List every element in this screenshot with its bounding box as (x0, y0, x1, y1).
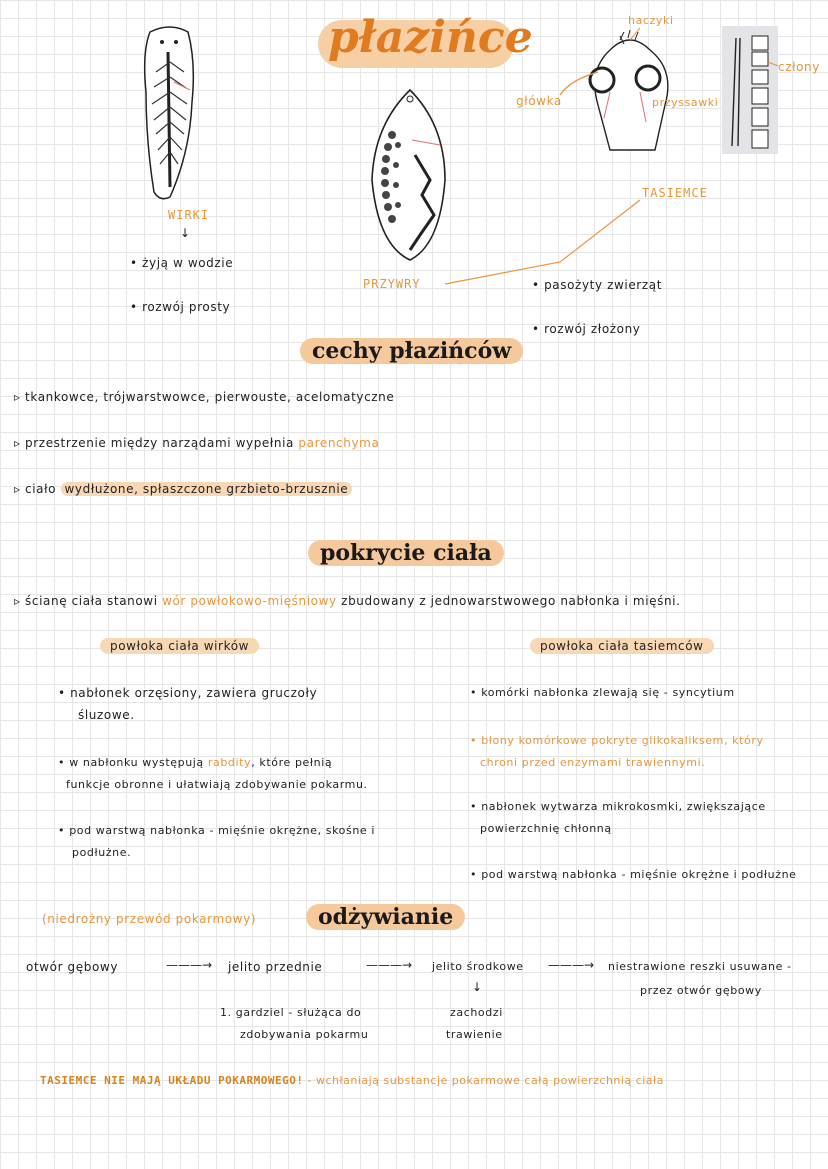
wirki-fact: • żyją w wodzie (130, 256, 234, 270)
right-item: • pod warstwą nabłonka - mięśnie okrężne i podłużne (470, 868, 797, 881)
flow-step-mouth: otwór gębowy (26, 960, 119, 974)
wirki-fact: • rozwój prosty (130, 300, 231, 314)
flow-arrow: ———→ (366, 958, 413, 972)
flow-step-waste: niestrawione reszki usuwane - (608, 960, 792, 973)
connector-lines (0, 0, 828, 320)
wirki-label: WIRKI (168, 208, 210, 222)
odzywianie-note: (niedrożny przewód pokarmowy) (42, 912, 257, 926)
left-item-cont: funkcje obronne i ułatwiają zdobywanie pokarmu. (66, 778, 368, 791)
pokrycie-intro: ▹ ścianę ciała stanowi wór powłokowo-mięśniowy zbudowany z jednowarstwowego nabłonka i mięśni. (14, 594, 681, 608)
flow-step-midgut: jelito środkowe (432, 960, 524, 973)
left-item: • pod warstwą nabłonka - mięśnie okrężne, skośne i (58, 824, 376, 837)
tasiemce-label: TASIEMCE (642, 186, 708, 200)
left-item-cont: podłużne. (72, 846, 132, 859)
haczyki-label: haczyki (628, 14, 674, 27)
tasiemce-fact: • rozwój złożony (532, 322, 641, 336)
midgut-arrow: ↓ (472, 980, 483, 994)
left-subheading: powłoka ciała wirków (100, 638, 259, 654)
flow-arrow: ———→ (166, 958, 213, 972)
section-heading-odzywianie: odżywianie (306, 904, 465, 930)
foregut-note-cont: zdobywania pokarmu (240, 1028, 369, 1041)
left-item-cont: śluzowe. (78, 708, 135, 722)
foregut-note: 1. gardziel - służąca do (220, 1006, 362, 1019)
right-item: • komórki nabłonka zlewają się - syncytium (470, 686, 735, 699)
cechy-item: ▹ ciało wydłużone, spłaszczone grzbieto-brzusznie (14, 482, 352, 496)
right-item-cont: chroni przed enzymami trawiennymi. (480, 756, 706, 769)
czlony-label: człony (778, 60, 820, 74)
midgut-note-cont: trawienie (446, 1028, 503, 1041)
flow-step-foregut: jelito przednie (228, 960, 323, 974)
left-item: • nabłonek orzęsiony, zawiera gruczoły (58, 686, 318, 700)
przywry-label: PRZYWRY (363, 277, 421, 291)
section-heading-pokrycie: pokrycie ciała (308, 540, 504, 566)
przyssawki-label: przyssawki (652, 96, 719, 109)
cechy-item: ▹ przestrzenie między narządami wypełnia parenchyma (14, 436, 380, 450)
cechy-item: ▹ tkankowce, trójwarstwowce, pierwouste, acelomatyczne (14, 390, 395, 404)
midgut-note: zachodzi (450, 1006, 503, 1019)
glowka-label: główka (516, 94, 562, 108)
right-item: • błony komórkowe pokryte glikokaliksem, który (470, 734, 764, 747)
left-item: • w nabłonku występują rabdity, które pełnią (58, 756, 333, 769)
wirki-arrow: ↓ (180, 226, 191, 240)
page-title: płazińce (328, 12, 533, 63)
footer-note: TASIEMCE NIE MAJĄ UKŁADU POKARMOWEGO! - wchłaniają substancje pokarmowe całą powierzchnią ciała (40, 1074, 664, 1087)
flow-step-waste-cont: przez otwór gębowy (640, 984, 762, 997)
right-subheading: powłoka ciała tasiemców (530, 638, 714, 654)
right-item: • nabłonek wytwarza mikrokosmki, zwiększające (470, 800, 766, 813)
tasiemce-fact: • pasożyty zwierząt (532, 278, 663, 292)
flow-arrow: ———→ (548, 958, 595, 972)
section-heading-cechy: cechy płazińców (300, 338, 523, 364)
right-item-cont: powierzchnię chłonną (480, 822, 612, 835)
